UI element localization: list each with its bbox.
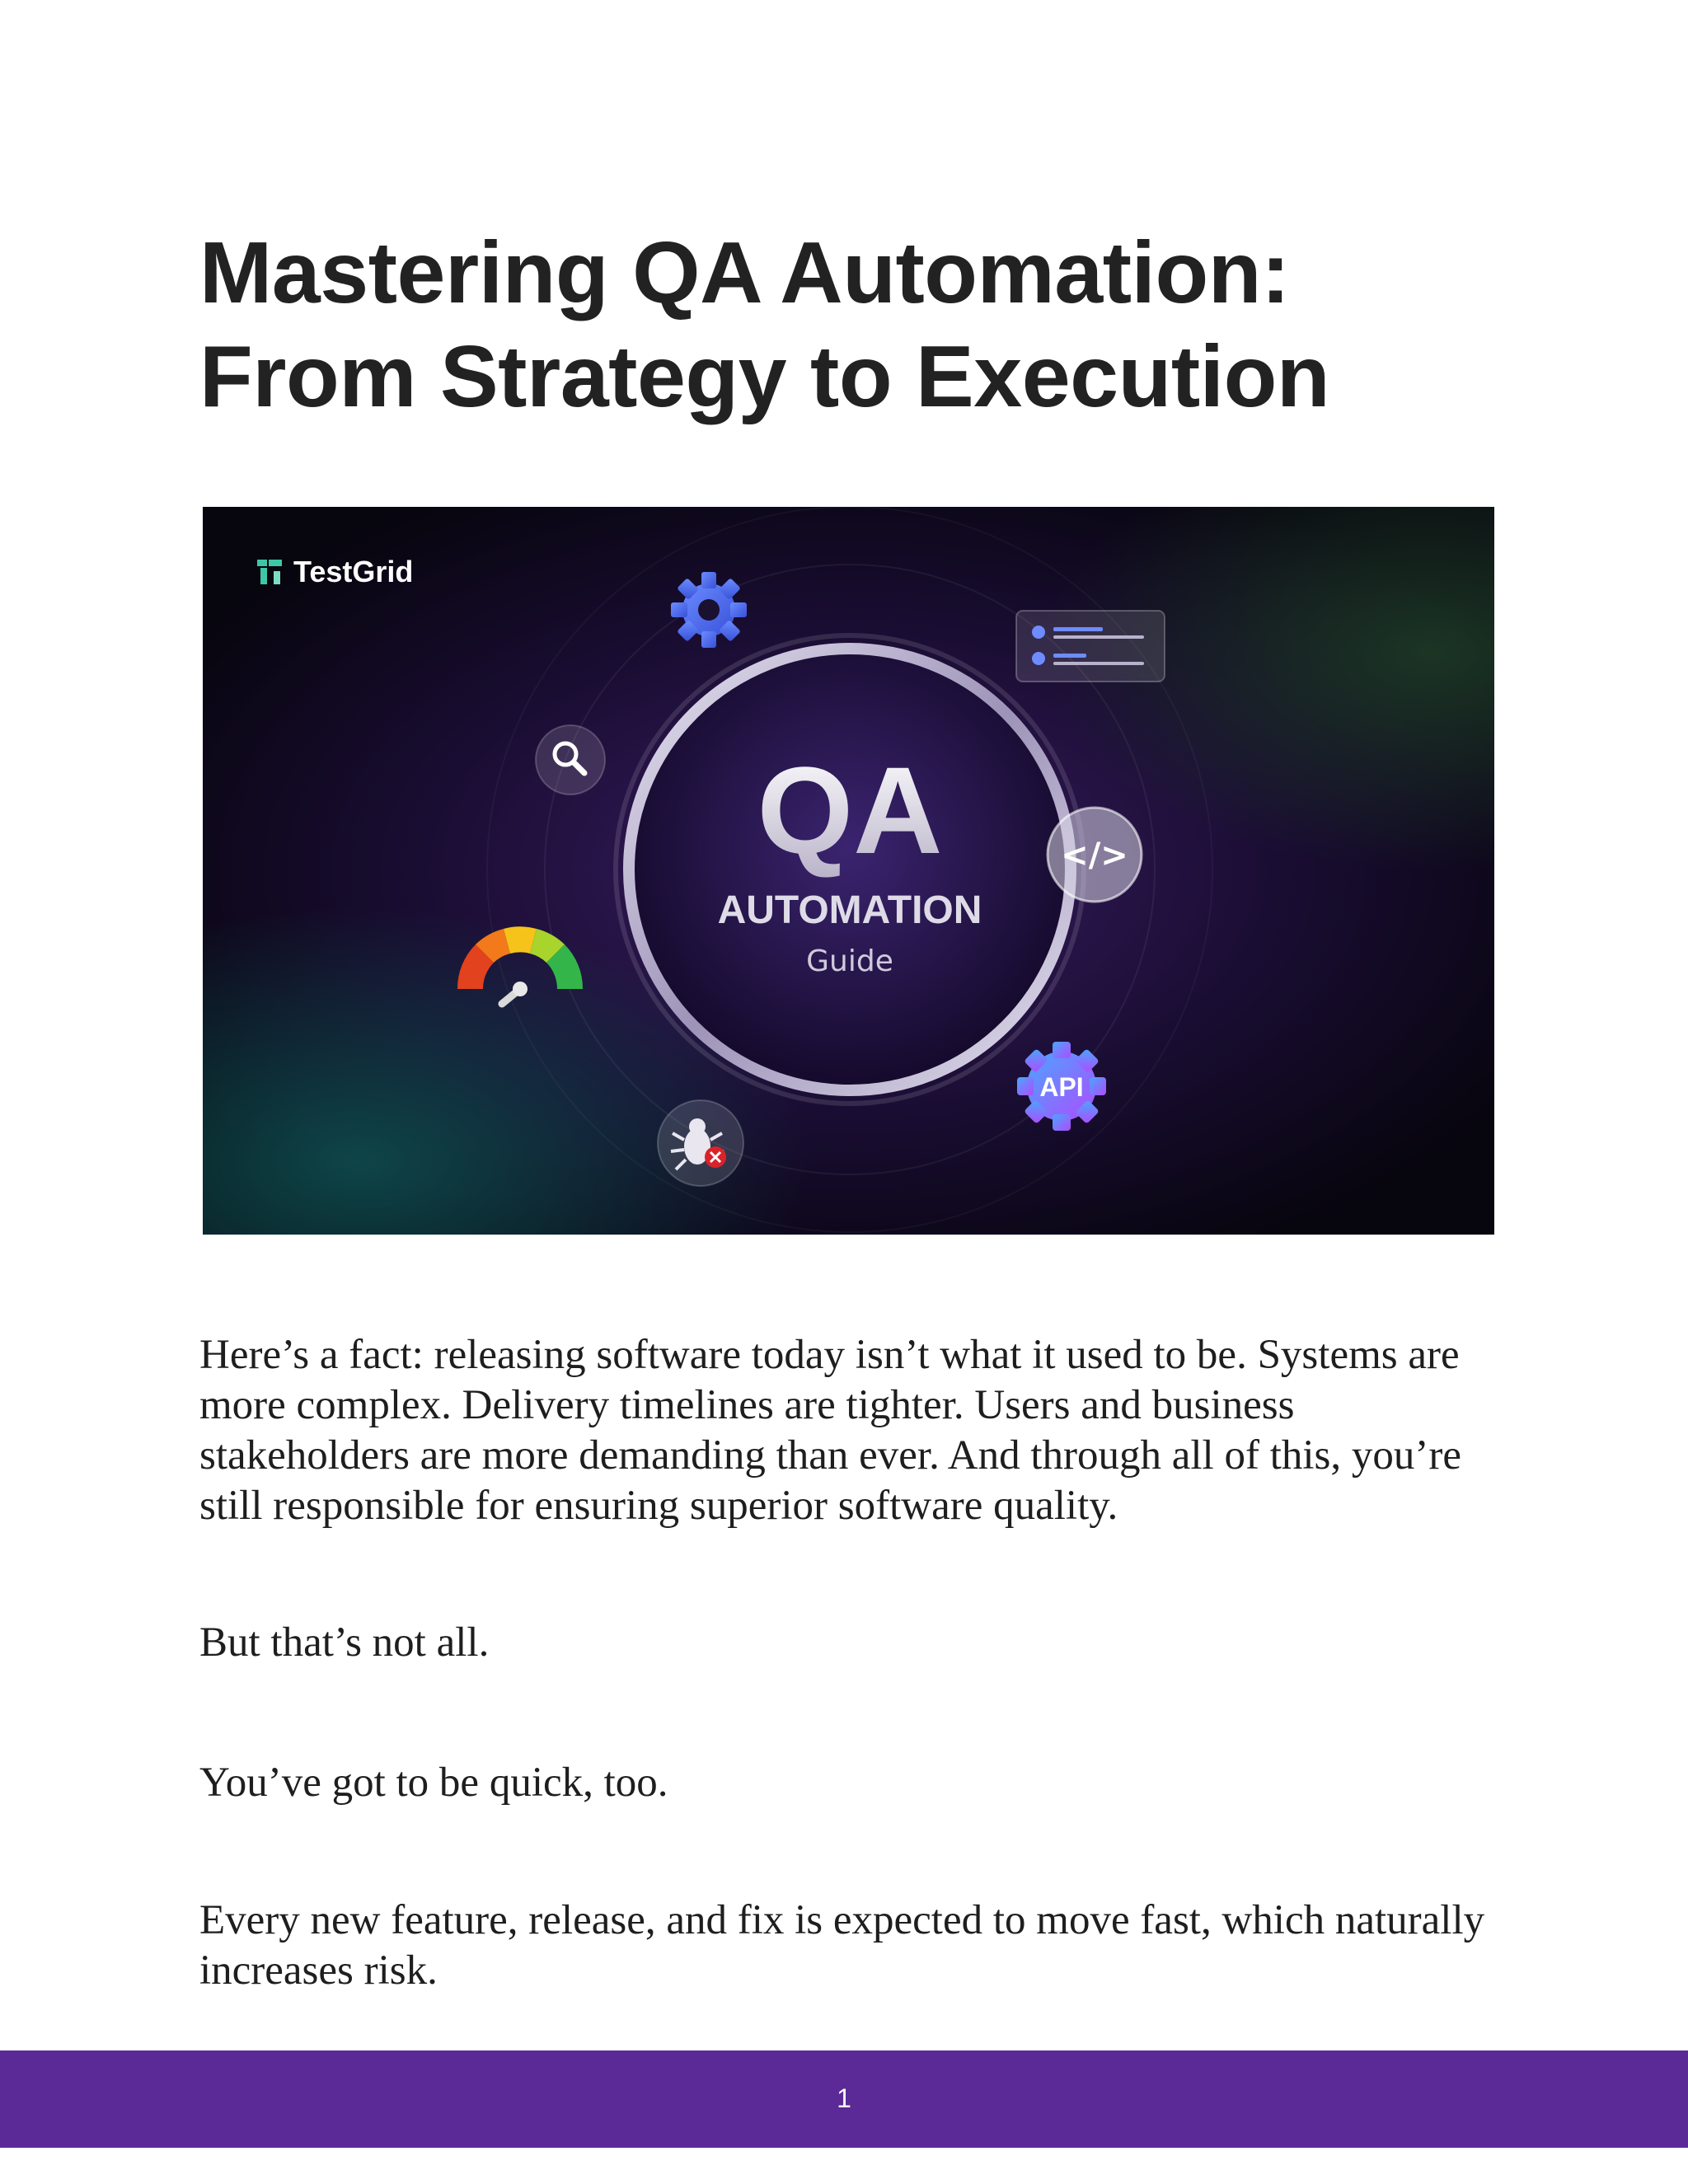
hero-image	[203, 507, 1494, 1235]
hero-heading: QA	[757, 741, 943, 879]
code-icon	[1048, 808, 1142, 902]
page-number: 1	[837, 2083, 851, 2113]
paragraph-risk: Every new feature, release, and fix is expected to move fast, which naturally increases risk.	[199, 1897, 1485, 1994]
logo-text: TestGrid	[293, 555, 414, 588]
hero-caption: Guide	[806, 944, 893, 978]
gear-icon	[671, 572, 747, 648]
bug-icon	[658, 1100, 743, 1186]
paragraph-not-all: But that’s not all.	[199, 1619, 490, 1666]
page-title	[199, 221, 1518, 429]
paragraph-intro: Here’s a fact: releasing software today isn’t what it used to be. Systems are more complex. Delivery timelines are tighter. Users and business stakeholders are more demanding than ever. And through all of this, you’re still responsible for ensuring superior software quality.	[199, 1332, 1461, 1529]
paragraph-be-quick: You’ve got to be quick, too.	[199, 1760, 668, 1806]
api-badge-text: API	[1039, 1072, 1084, 1102]
title-line-1: Mastering QA Automation:	[199, 224, 1290, 321]
api-gear-icon	[1017, 1042, 1106, 1131]
checklist-card-icon	[1016, 611, 1165, 682]
title-line-2: From Strategy to Execution	[199, 328, 1330, 425]
page-footer	[0, 2050, 1688, 2148]
code-badge-text: </>	[1061, 837, 1128, 874]
magnifier-icon	[536, 725, 605, 794]
hero-subheading: AUTOMATION	[717, 888, 982, 932]
